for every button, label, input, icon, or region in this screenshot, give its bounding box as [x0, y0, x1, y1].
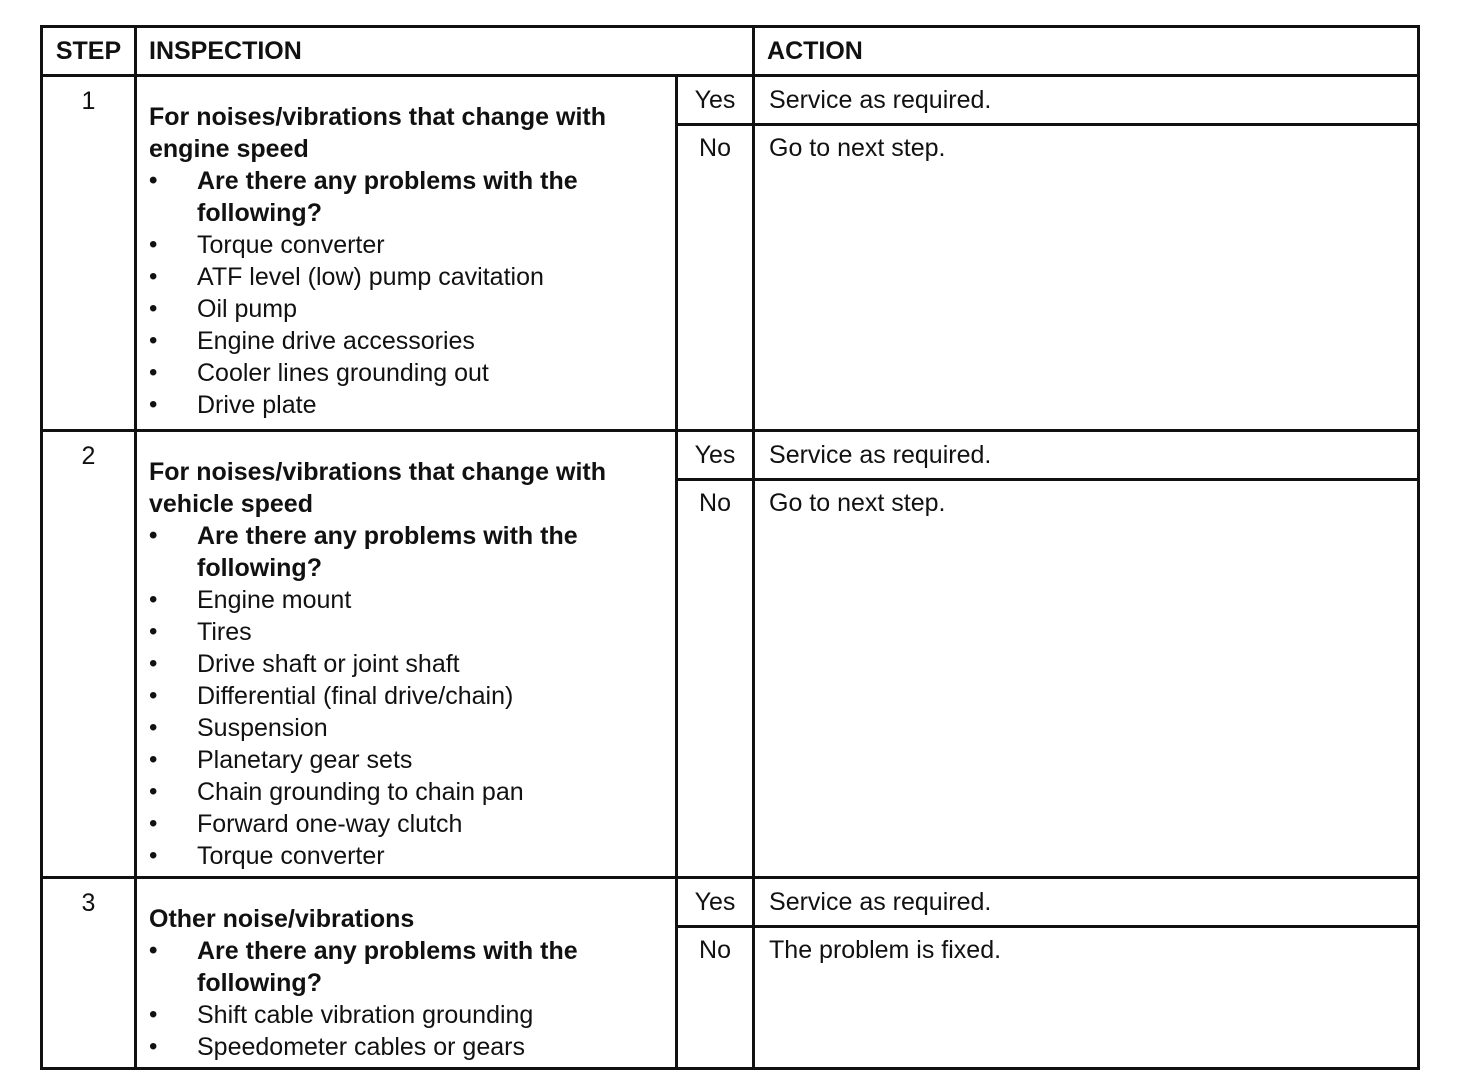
list-item: • Cooler lines grounding out [149, 357, 665, 389]
inspection-question: • Are there any problems with the following? [149, 520, 665, 584]
list-item: • Chain grounding to chain pan [149, 776, 665, 808]
inspection-list [149, 165, 665, 421]
yes-label: Yes [677, 431, 754, 480]
header-inspection: INSPECTION [136, 27, 754, 76]
list-item: • Oil pump [149, 293, 665, 325]
yes-label: Yes [677, 878, 754, 927]
list-item: • Tires [149, 616, 665, 648]
list-item: • Drive plate [149, 389, 665, 421]
no-action: The problem is fixed. [754, 927, 1419, 1069]
inspection-title: For noises/vibrations that change with engine speed [149, 103, 607, 163]
list-item: • Engine mount [149, 584, 665, 616]
diagnostic-table [40, 25, 1420, 1070]
step-row-1 [42, 76, 1419, 125]
no-label: No [677, 927, 754, 1069]
list-item: • ATF level (low) pump cavitation [149, 261, 665, 293]
step-number: 3 [42, 878, 136, 1069]
step-number: 2 [42, 431, 136, 878]
list-item: • Speedometer cables or gears [149, 1031, 665, 1063]
header-action: ACTION [754, 27, 1419, 76]
list-item: • Differential (final drive/chain) [149, 680, 665, 712]
header-row [42, 27, 1419, 76]
inspection-list [149, 520, 665, 872]
inspection-cell [136, 76, 677, 431]
inspection-list [149, 935, 665, 1063]
list-item: • Suspension [149, 712, 665, 744]
list-item: • Planetary gear sets [149, 744, 665, 776]
inspection-question: • Are there any problems with the following? [149, 935, 665, 999]
no-label: No [677, 125, 754, 431]
yes-action: Service as required. [754, 431, 1419, 480]
list-item: • Drive shaft or joint shaft [149, 648, 665, 680]
inspection-cell [136, 431, 677, 878]
yes-label: Yes [677, 76, 754, 125]
inspection-title: Other noise/vibrations [149, 905, 415, 933]
no-label: No [677, 480, 754, 878]
yes-action: Service as required. [754, 76, 1419, 125]
inspection-cell [136, 878, 677, 1069]
step-row-3 [42, 878, 1419, 927]
no-action: Go to next step. [754, 480, 1419, 878]
step-number: 1 [42, 76, 136, 431]
yes-action: Service as required. [754, 878, 1419, 927]
header-step: STEP [42, 27, 136, 76]
step-row-2 [42, 431, 1419, 480]
inspection-question: • Are there any problems with the following? [149, 165, 665, 229]
list-item: • Torque converter [149, 229, 665, 261]
inspection-title: For noises/vibrations that change with vehicle speed [149, 458, 607, 518]
list-item: • Shift cable vibration grounding [149, 999, 665, 1031]
list-item: • Torque converter [149, 840, 665, 872]
no-action: Go to next step. [754, 125, 1419, 431]
list-item: • Forward one-way clutch [149, 808, 665, 840]
list-item: • Engine drive accessories [149, 325, 665, 357]
